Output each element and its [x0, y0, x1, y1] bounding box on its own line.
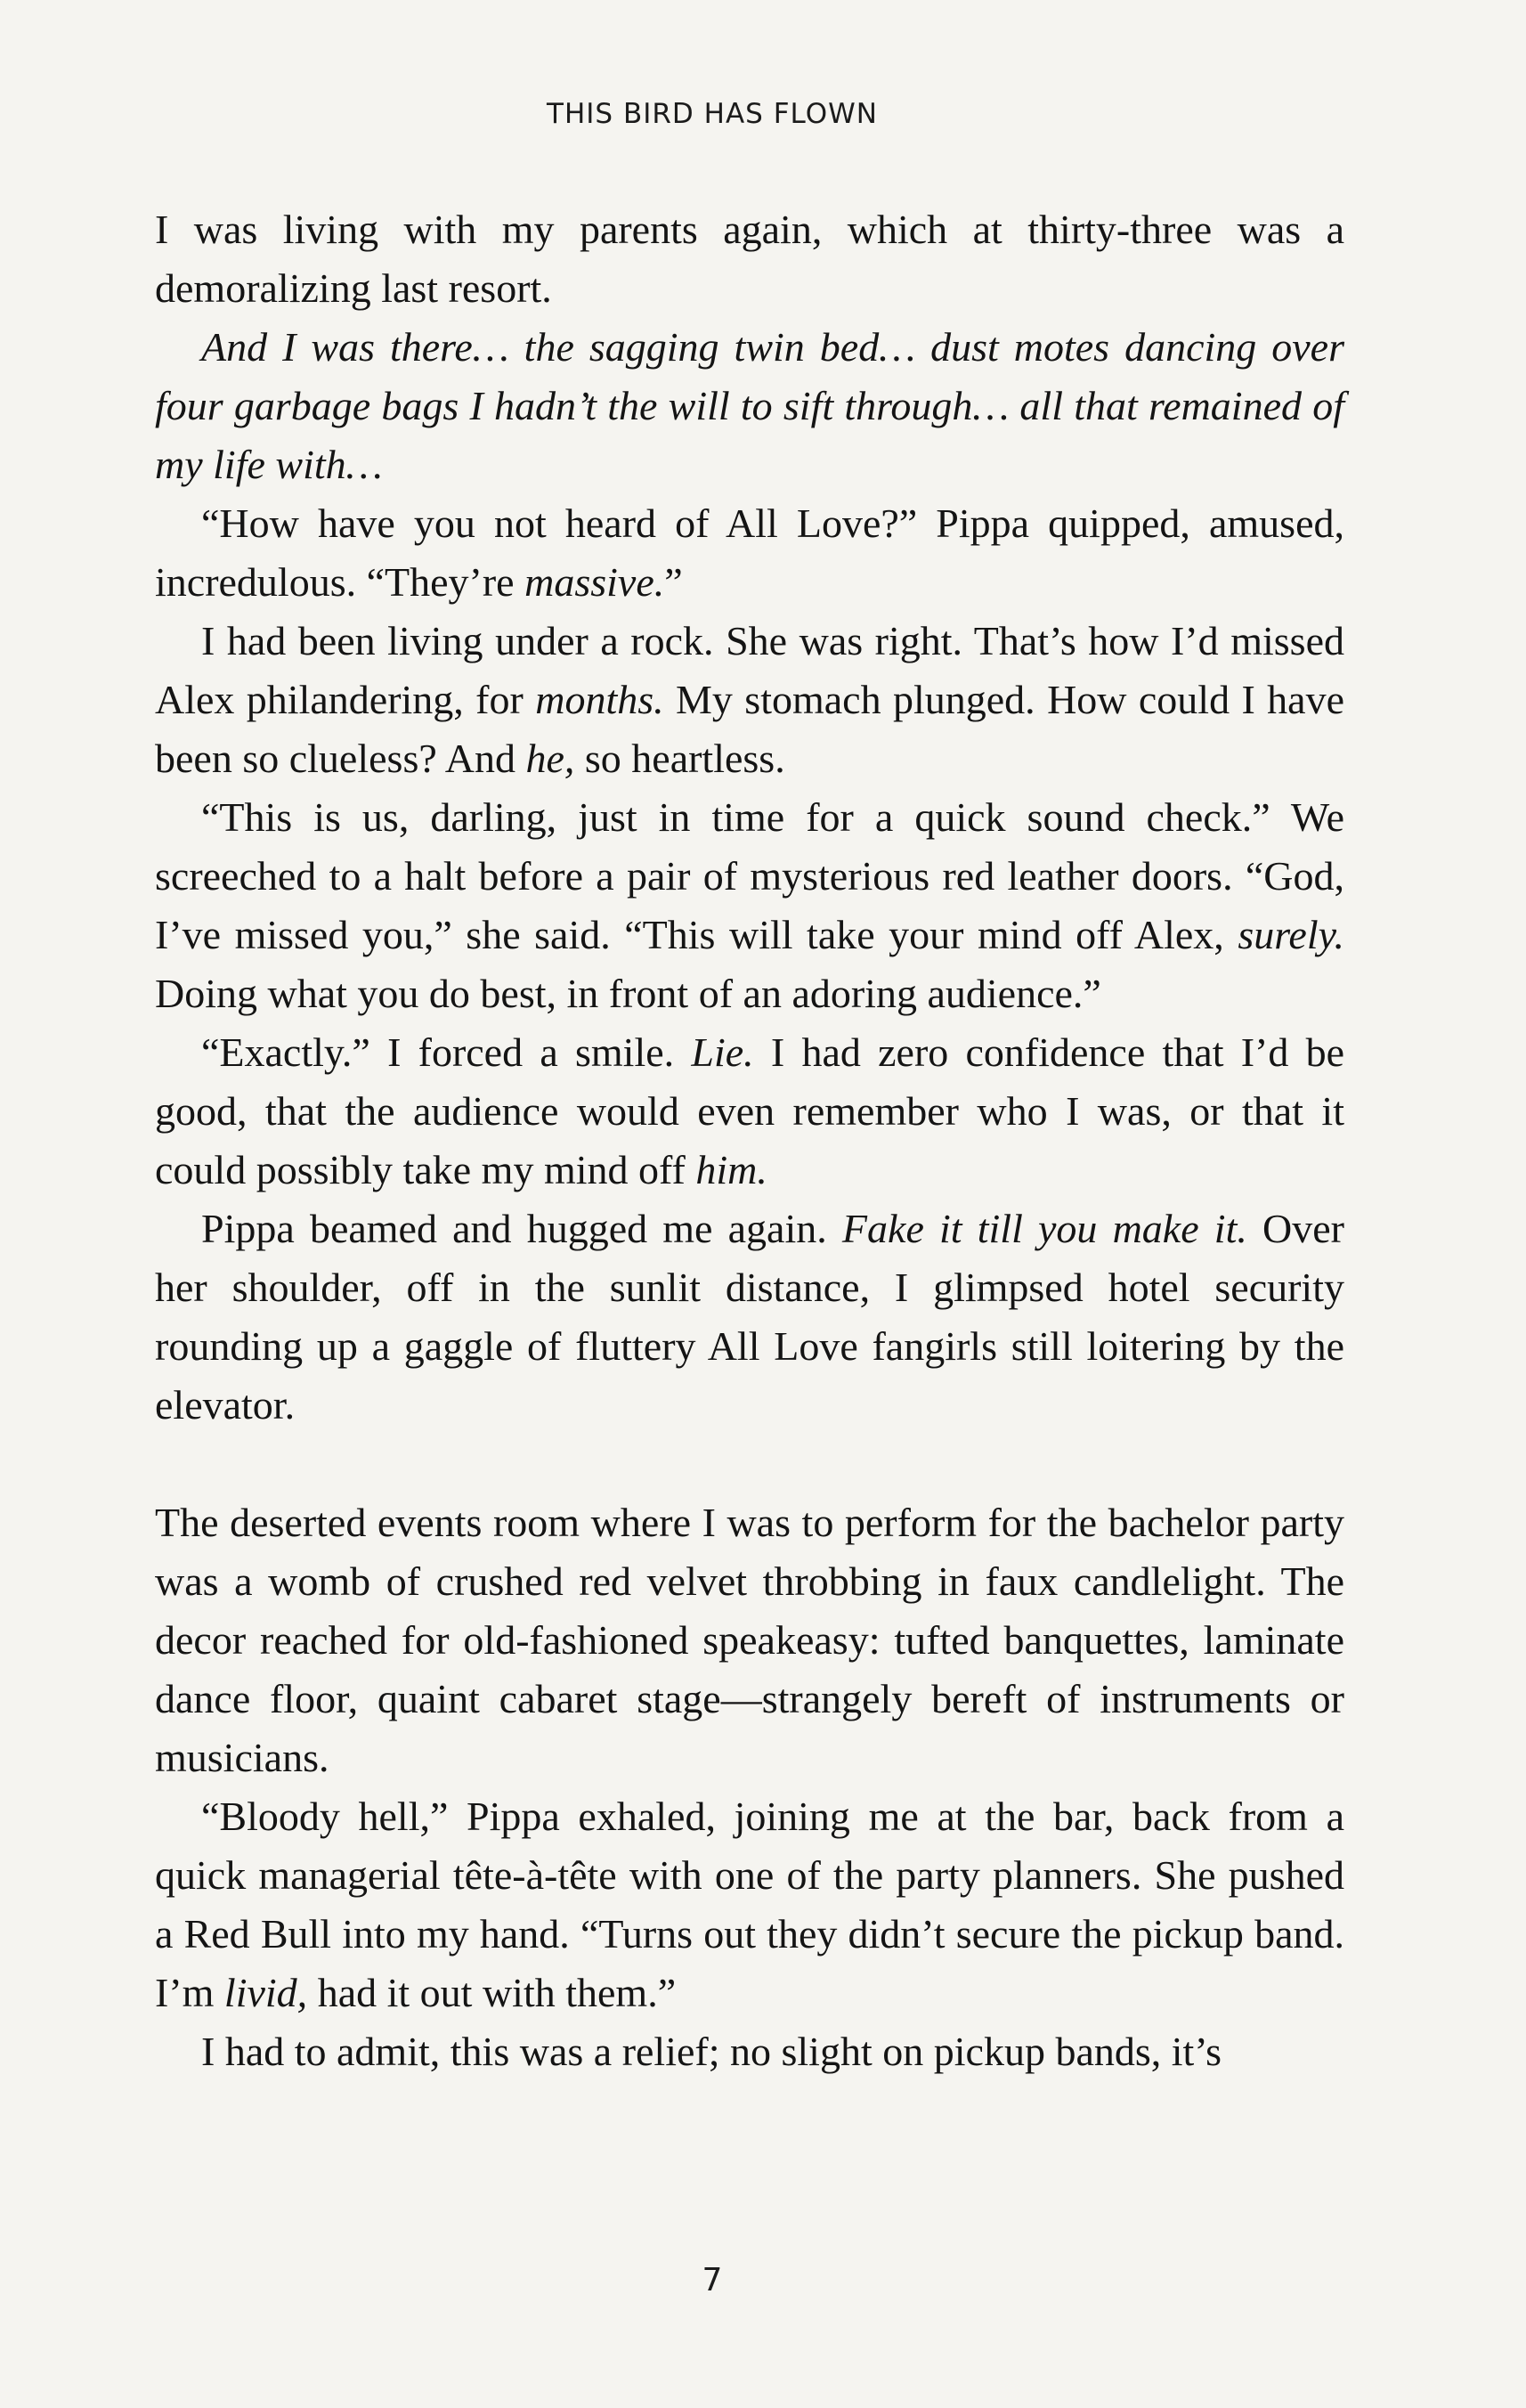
italic-text: surely.: [1238, 912, 1344, 957]
text-run: Pippa beamed and hugged me again.: [201, 1206, 842, 1251]
paragraph: [155, 2022, 1344, 2081]
running-head: THIS BIRD HAS FLOWN: [547, 98, 878, 130]
italic-text: he,: [525, 736, 575, 781]
text-run: “Exactly.” I forced a smile.: [201, 1029, 692, 1075]
italic-text: months.: [535, 677, 664, 722]
text-run: The deserted events room where I was to perform for the bachelor party was a womb of crushed red velvet throbbing in faux candlelight. The decor reached for old-fashioned speakeasy: tufted banquettes, laminate dance floor, quaint cabaret stage—strangely bereft of instruments or musicians.: [155, 1500, 1344, 1780]
text-run: I had been living under a rock. She was right. That’s how I’d missed Alex philandering, for: [155, 618, 1344, 722]
text-run: had it out with them.”: [307, 1970, 677, 2015]
text-run: “How have you not heard of All Love?” Pippa quipped, amused, incredulous. “They’re: [155, 500, 1344, 605]
paragraph: [155, 318, 1344, 494]
italic-text: Lie.: [691, 1029, 754, 1075]
text-run: so heartless.: [574, 736, 785, 781]
paragraph: [155, 200, 1344, 318]
body-text: [155, 200, 1344, 2081]
page-number: 7: [702, 2262, 723, 2298]
paragraph: [155, 1493, 1344, 1787]
text-run: ”: [664, 559, 683, 605]
paragraph: [155, 788, 1344, 1023]
italic-text: And I was there… the sagging twin bed… dust motes dancing over four garbage bags I hadn’t the will to sift through… all that remained of my life with…: [155, 324, 1344, 487]
text-run: My stomach plunged. How could I have been so clueless? And: [155, 677, 1345, 781]
italic-text: Fake it till you make it.: [841, 1206, 1247, 1251]
italic-text: him.: [695, 1147, 767, 1192]
text-run: “Bloody hell,” Pippa exhaled, joining me at the bar, back from a quick managerial tête-à-tête with one of the party planners. She pushed a Red Bull into my hand. “Turns out they didn’t secure the pickup band. I’m: [155, 1794, 1344, 2015]
paragraph: [155, 1787, 1344, 2022]
text-run: “This is us, darling, just in time for a quick sound check.” We screeched to a halt before a pair of mysterious red leather doors. “God, I’ve missed you,” she said. “This will take your mind off Alex,: [155, 794, 1344, 957]
text-run: I was living with my parents again, which at thirty-three was a demoralizing last resort.: [155, 207, 1344, 311]
paragraph: [155, 1023, 1344, 1200]
text-run: Doing what you do best, in front of an adoring audience.”: [155, 971, 1101, 1016]
italic-text: massive.: [524, 559, 665, 605]
text-run: I had zero confidence that I’d be good, that the audience would even remember who I was, or that it could possibly take my mind off: [155, 1029, 1344, 1192]
italic-text: livid,: [223, 1970, 308, 2015]
paragraph: [155, 494, 1344, 612]
paragraph: [155, 1200, 1344, 1435]
text-run: Over her shoulder, off in the sunlit distance, I glimpsed hotel security rounding up a gaggle of fluttery All Love fangirls still loitering by the elevator.: [155, 1206, 1344, 1428]
paragraph: [155, 612, 1344, 788]
text-run: I had to admit, this was a relief; no slight on pickup bands, it’s: [201, 2029, 1222, 2074]
